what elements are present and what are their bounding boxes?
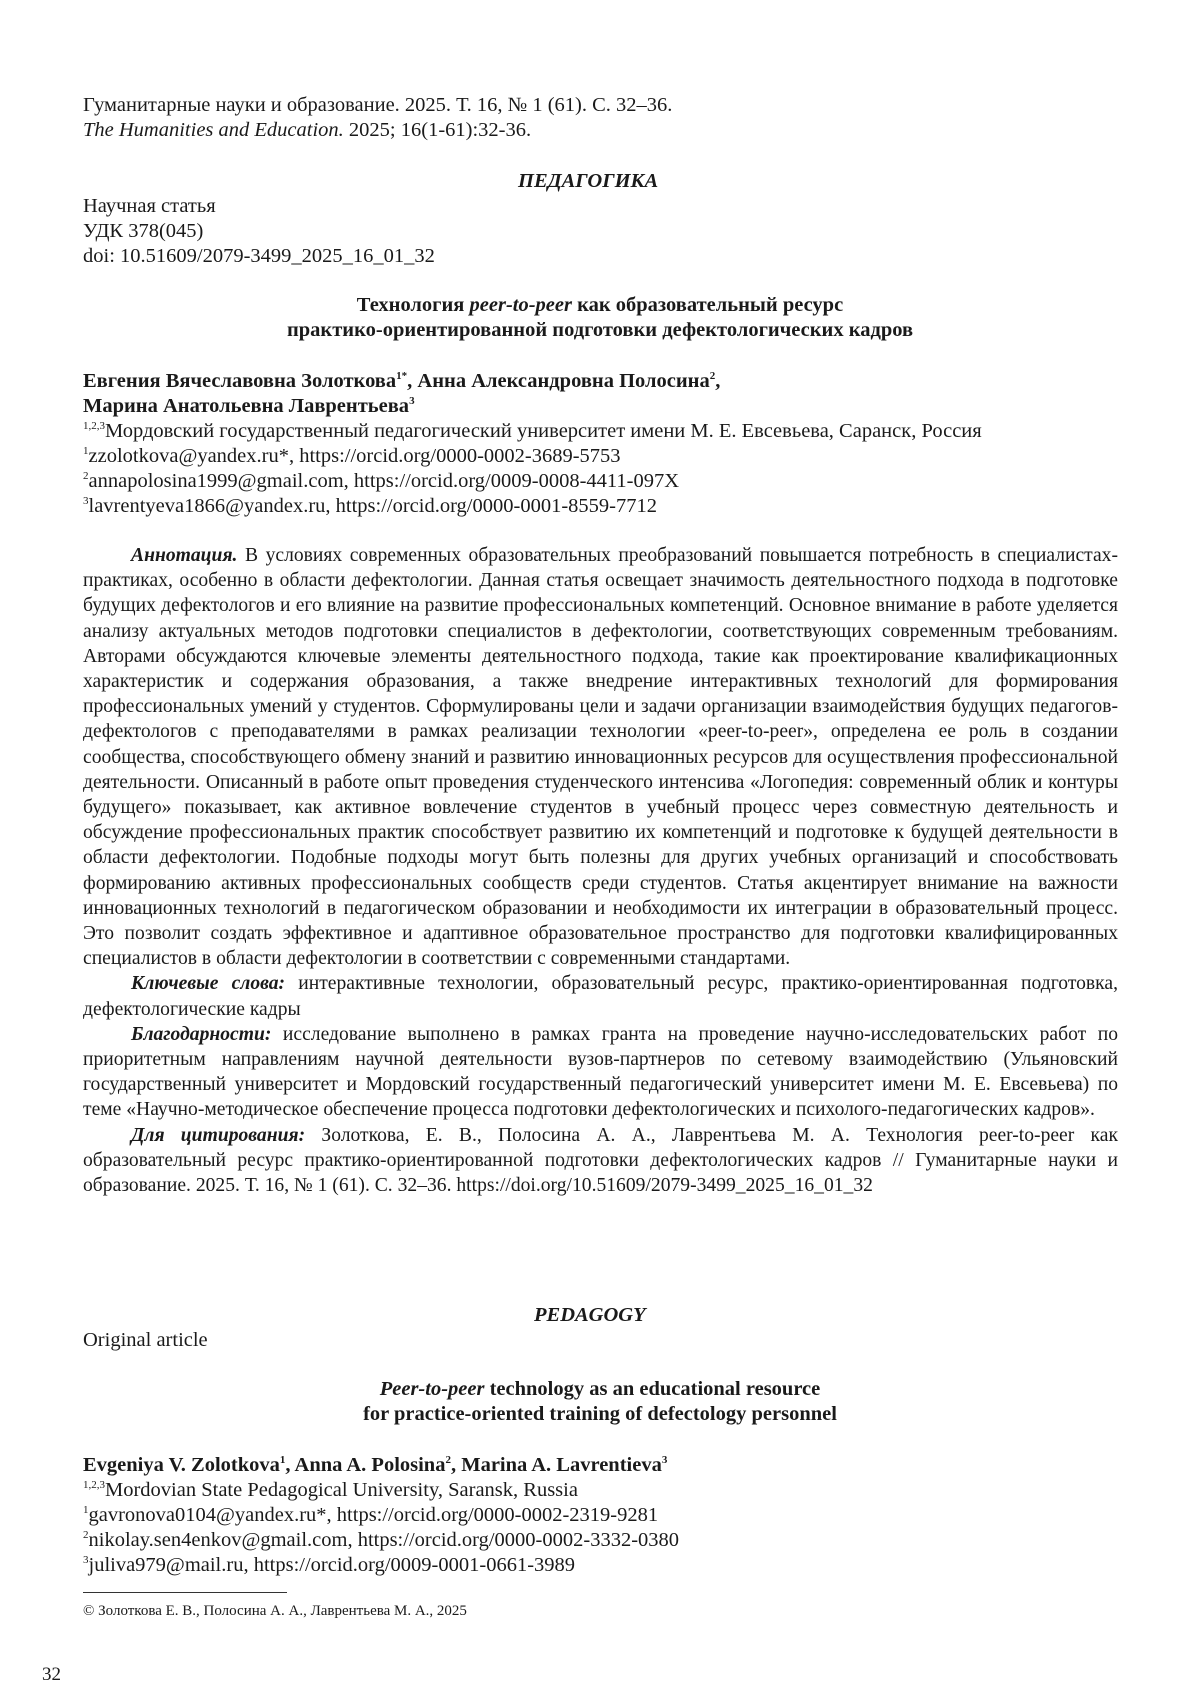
acknowledgements (83, 1022, 1118, 1123)
author-name: Evgeniya V. Zolotkova (83, 1454, 280, 1476)
affiliation-text: Mordovian State Pedagogical University, Saransk, Russia (105, 1479, 578, 1501)
contact-sup: 2 (83, 470, 89, 483)
author-contact-2-en (83, 1527, 679, 1553)
keywords-text: интерактивные технологии, образовательный ресурс, практико-ориентированная подготовка, дефектологические кадры (83, 973, 1119, 1020)
footnote-divider (83, 1592, 287, 1593)
acknowledgements-text: исследование выполнено в рамках гранта на проведение научно-исследовательских работ по приоритетным направлениям научной деятельности вузов-партнеров по сетевому взаимодействию (Ульяновский государственный университет и Мордовский государственный педагогический университет имени М. Е. Евсевьева) по теме «Научно-методическое обеспечение процесса подготовки дефектологических и психолого-педагогических кадров». (83, 1023, 1118, 1121)
abstract (83, 543, 1118, 971)
contact-sup: 1 (83, 445, 89, 458)
author-contact-2-ru (83, 468, 679, 494)
journal-citation-ru: Гуманитарные науки и образование. 2025. Т. 16, № 1 (61). С. 32–36. (83, 94, 673, 116)
keywords (83, 971, 1118, 1021)
author-name: Анна Александровна Полосина (417, 370, 710, 392)
title-ru-line2: практико-ориентированной подготовки дефектологических кадров (286, 319, 914, 341)
author-sup: 2 (445, 1454, 451, 1467)
contact-sup: 1 (83, 1504, 89, 1517)
title-ru-part: как образовательный ресурс (571, 294, 844, 316)
section-heading-ru: ПЕДАГОГИКА (518, 170, 659, 192)
title-en-line2: for practice-oriented training of defectology personnel (363, 1403, 837, 1425)
article-type-ru: Научная статья (83, 195, 216, 217)
contact-text: gavronova0104@yandex.ru*, https://orcid.org/0000-0002-2319-9281 (88, 1504, 659, 1526)
contact-text: lavrentyeva1866@yandex.ru, https://orcid.org/0000-0001-8559-7712 (88, 495, 657, 517)
abstract-block (83, 543, 1118, 1198)
affiliation-ru (83, 418, 982, 444)
affiliation-en (83, 1477, 578, 1503)
contact-text: zzolotkova@yandex.ru*, https://orcid.org/0000-0002-3689-5753 (88, 445, 621, 467)
author-sup: 3 (409, 395, 415, 408)
author-sup: 1 (279, 1454, 286, 1467)
contact-text: juliva979@mail.ru, https://orcid.org/0009-0001-0661-3989 (88, 1554, 576, 1576)
contact-text: nikolay.sen4enkov@gmail.com, https://orcid.org/0000-0002-3332-0380 (88, 1529, 680, 1551)
author-name: Евгения Вячеславовна Золоткова (83, 370, 397, 392)
affiliation-sup: 1,2,3 (83, 420, 105, 433)
title-en-part: technology as an educational resource (484, 1378, 821, 1400)
copyright-footnote: © Золоткова Е. В., Полосина А. А., Лаврентьева М. А., 2025 (83, 1603, 467, 1619)
contact-sup: 2 (83, 1529, 89, 1542)
authors-ru-line2 (83, 393, 415, 419)
affiliation-sup: 1,2,3 (83, 1479, 105, 1492)
author-contact-3-ru (83, 493, 657, 519)
author-contact-1-en (83, 1502, 658, 1528)
contact-sup: 3 (83, 495, 89, 508)
authors-en: Evgeniya V. Zolotkova$^1$, Anna A. Polosina$^2$, Marina A. Lavrentieva$^3$ (83, 1454, 668, 1476)
doi: doi: 10.51609/2079-3499_2025_16_01_32 (83, 245, 435, 267)
contact-text: annapolosina1999@gmail.com, https://orcid.org/0009-0008-4411-097X (88, 470, 680, 492)
author-sup: 2 (709, 370, 716, 383)
author-name: Anna A. Polosina (294, 1454, 446, 1476)
udk: УДК 378(045) (83, 220, 204, 242)
abstract-label: Аннотация. (131, 545, 238, 566)
keywords-label: Ключевые слова: (131, 973, 286, 995)
abstract-text: В условиях современных образовательных преобразований повышается потребность в специалистах-практиках, особенно в области дефектологии. Данная статья освещает значимость деятельностного подхода в подготовке будущих дефектологов и его влияние на развитие профессиональных компетенций. Основное внимание в работе уделяется анализу актуальных методов подготовки специалистов в дефектологии, соответствующих современным требованиям. Авторами обсуждаются ключевые элементы деятельностного подхода, такие как проектирование квалификационных характеристик и содержания образования, а также внедрение интерактивных технологий для формирования профессиональных умений у студентов. Сформулированы цели и задачи организации взаимодействия будущих педагогов-дефектологов с преподавателями в рамках реализации технологии «peer-to-peer», определена ее роль в создании сообщества, способствующего обмену знаний и развитию инновационных ресурсов для осуществления профессиональной деятельности. Описанный в работе опыт проведения студенческого интенсива «Логопедия: современный облик и контуры будущего» показывает, как активное вовлечение студентов в учебный процесс через совместную деятельность и обсуждение профессиональных практик способствует развитию их компетенций и подготовке к будущей деятельности в области дефектологии. Подобные подходы могут быть полезны для других учебных организаций и способствовать формированию активных профессиональных сообществ среди студентов. Статья акцентирует внимание на важности инновационных технологий в педагогическом образовании и необходимости их интеграции в образовательный процесс. Это позволит создать эффективное и адаптивное образовательное пространство для подготовки квалифицированных специалистов в области дефектологии в соответствии с современными стандартами. (83, 545, 1118, 970)
journal-issue-en: 2025; 16(1-61):32-36. (343, 119, 532, 141)
section-heading-en: PEDAGOGY (534, 1304, 646, 1326)
journal-title-en: The Humanities and Education. (83, 119, 344, 141)
journal-citation-en (83, 117, 531, 143)
acknowledgements-label: Благодарности: (131, 1023, 272, 1045)
author-name: Marina A. Lavrentieva (461, 1454, 662, 1476)
author-contact-3-en (83, 1552, 575, 1578)
affiliation-text: Мордовский государственный педагогический университет имени М. Е. Евсевьева, Саранск, Россия (105, 420, 982, 442)
title-ru-italic: peer-to-peer (469, 294, 572, 316)
citation (83, 1123, 1118, 1199)
author-contact-1-ru (83, 443, 621, 469)
title-en-line1 (0, 1376, 1200, 1402)
title-ru-line1 (0, 292, 1200, 318)
citation-text: Золоткова, Е. В., Полосина А. А., Лаврентьева М. А. Технология peer-to-peer как образовательный ресурс практико-ориентированной подготовки дефектологических кадров // Гуманитарные науки и образование. 2025. Т. 16, № 1 (61). С. 32–36. https://doi.org/10.51609/2079-3499_2025_16_01_32 (83, 1124, 1118, 1197)
author-sup: 1* (396, 370, 408, 383)
page-number: 32 (42, 1664, 61, 1685)
author-name: Марина Анатольевна Лаврентьева (83, 395, 410, 417)
title-en-italic: Peer-to-peer (379, 1378, 485, 1400)
contact-sup: 3 (83, 1554, 89, 1567)
title-ru-part: Технология (356, 294, 470, 316)
authors-ru-line1: Евгения Вячеславовна Золоткова$^{1*}$, Анна Александровна Полосина$^2$, (83, 370, 721, 392)
citation-label: Для цитирования: (131, 1124, 306, 1146)
author-sup: 3 (661, 1454, 668, 1467)
article-type-en: Original article (83, 1329, 208, 1351)
